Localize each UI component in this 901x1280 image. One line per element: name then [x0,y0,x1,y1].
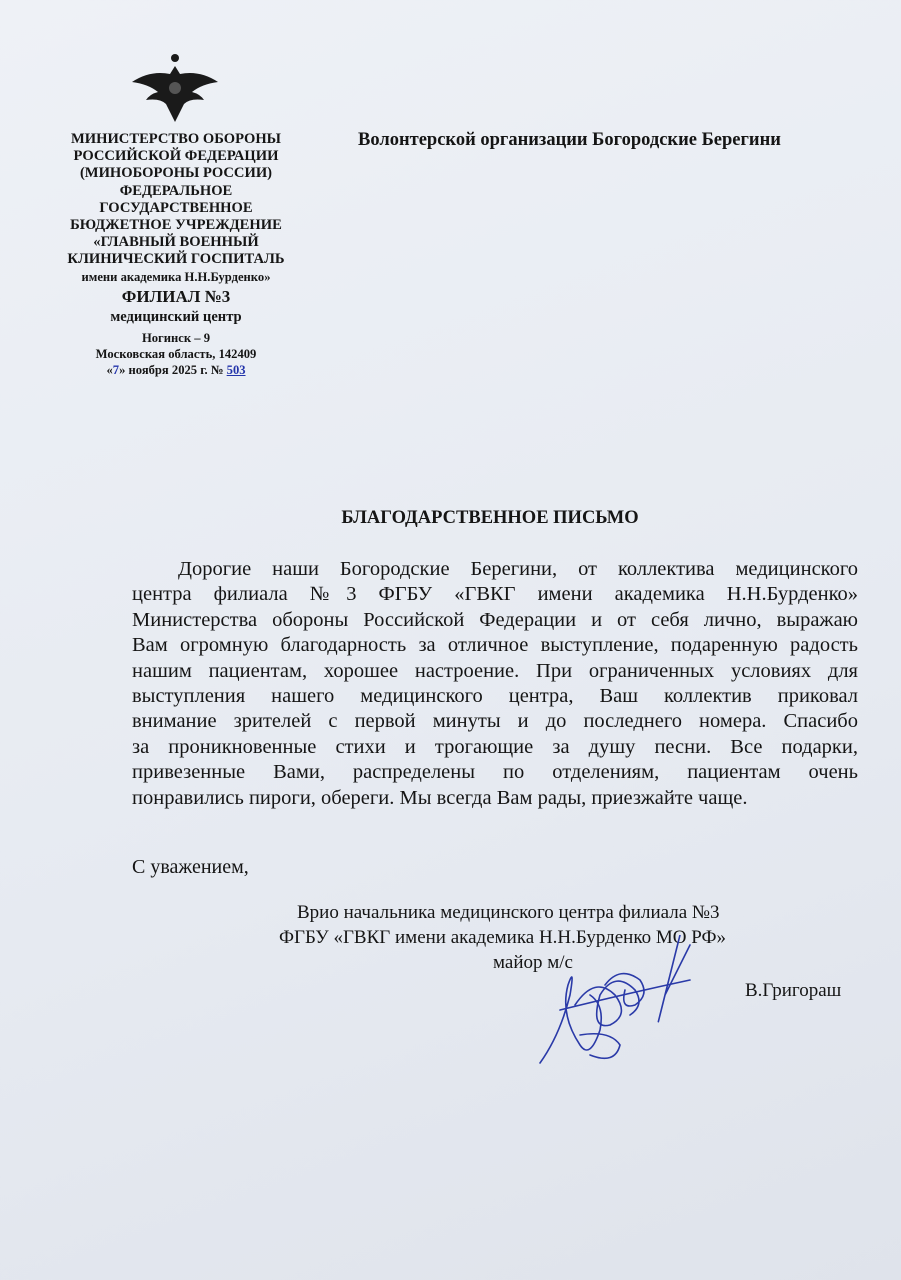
body-line: Вам огромную благодарность за отличное выступление, подаренную радость [132,634,858,657]
body-line: понравились пироги, обереги. Мы всегда Вам рады, приезжайте чаще. [132,786,748,809]
org-line: (МИНОБОРОНЫ РОССИИ) [79,165,273,182]
body-line: внимание зрителей с первой минуты и до последнего номера. Спасибо [132,710,858,733]
body-line: нашим пациентам, хорошее настроение. При ограниченных условиях для [132,659,858,682]
body-line: привезенные Вами, распределены по отделениям, пациентам очень [132,761,858,784]
address-line: Московская область, 142409 [95,346,257,361]
org-line: медицинский центр [110,308,242,325]
addressee: Волонтерской организации Богородские Берегини [358,130,781,150]
org-line: «ГЛАВНЫЙ ВОЕННЫЙ [93,234,259,251]
body-line: Дорогие наши Богородские Берегини, от коллектива медицинского [178,558,858,580]
signatory-rank: майор м/с [493,952,573,973]
signatory-name: В.Григораш [745,980,842,1001]
handwritten-signature [520,935,720,1070]
org-line: БЮДЖЕТНОЕ УЧРЕЖДЕНИЕ [70,217,282,234]
org-line: ФЕДЕРАЛЬНОЕ [119,182,233,199]
doc-number-handwritten: 503 [226,362,246,377]
body-line: Министерства обороны Российской Федерации и от себя лично, выражаю [132,608,858,631]
branch-line: ФИЛИАЛ №3 [121,286,231,306]
body-line: выступления нашего медицинского центра, Ваш коллектив приковал [132,685,858,708]
body-line: за проникновенные стихи и трогающие за душу песни. Все подарки, [132,735,858,758]
org-line: имени академика Н.Н.Бурденко» [81,269,271,284]
date-day-handwritten: 7 [112,362,120,377]
date-number-line: «7» ноября 2025 г. № 503 [106,362,246,377]
org-line: КЛИНИЧЕСКИЙ ГОСПИТАЛЬ [67,251,285,268]
body-line: центра филиала №3 ФГБУ «ГВКГ имени академика Н.Н.Бурденко» [132,583,858,606]
closing-regards: С уважением, [132,856,249,878]
address-line: Ногинск – 9 [141,330,211,345]
signatory-organization: ФГБУ «ГВКГ имени академика Н.Н.Бурденко МО РФ» [279,927,726,948]
org-line: ГОСУДАРСТВЕННОЕ [99,199,253,216]
double-headed-eagle-emblem [130,52,220,124]
org-line: РОССИЙСКОЙ ФЕДЕРАЦИИ [73,148,279,165]
org-line: МИНИСТЕРСТВО ОБОРОНЫ [70,131,282,147]
sender-letterhead [40,131,312,378]
letter-body [132,557,858,811]
letter-title: БЛАГОДАРСТВЕННОЕ ПИСЬМО [341,508,639,528]
signatory-position: Врио начальника медицинского центра филиала №3 [297,902,720,923]
